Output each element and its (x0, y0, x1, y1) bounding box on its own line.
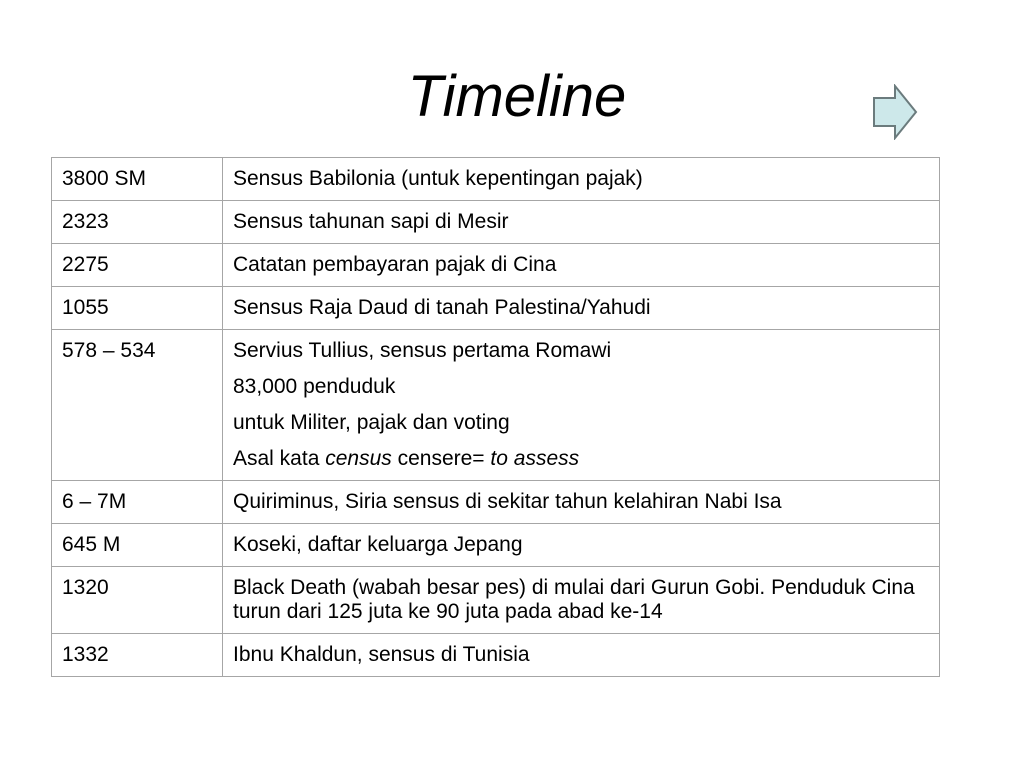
table-row (52, 287, 940, 330)
year-cell: 3800 SM (52, 158, 223, 201)
etymology-line (233, 447, 929, 471)
year-cell: 1332 (52, 634, 223, 677)
description-line: 83,000 penduduk (233, 375, 396, 398)
description-cell: Ibnu Khaldun, sensus di Tunisia (223, 634, 940, 677)
next-slide-button[interactable] (871, 84, 919, 140)
table-row (52, 524, 940, 567)
description-cell: Sensus Raja Daud di tanah Palestina/Yahudi (223, 287, 940, 330)
description-cell: Quiriminus, Siria sensus di sekitar tahun kelahiran Nabi Isa (223, 481, 940, 524)
table-row (52, 634, 940, 677)
description-line: Servius Tullius, sensus pertama Romawi (233, 339, 612, 362)
table-row (52, 481, 940, 524)
description-line: untuk Militer, pajak dan voting (233, 411, 510, 434)
slide-title: Timeline (407, 64, 627, 129)
etymology-prefix: Asal kata (233, 447, 326, 470)
year-cell: 6 – 7M (52, 481, 223, 524)
description-cell: Catatan pembayaran pajak di Cina (223, 244, 940, 287)
table-row (52, 158, 940, 201)
description-cell: Sensus Babilonia (untuk kepentingan pajak) (223, 158, 940, 201)
table-row (52, 201, 940, 244)
description-cell (223, 330, 940, 481)
description-cell: Koseki, daftar keluarga Jepang (223, 524, 940, 567)
timeline-table (51, 157, 940, 677)
right-arrow-icon (871, 84, 919, 140)
year-cell: 578 – 534 (52, 330, 223, 481)
table-row (52, 567, 940, 634)
table-row (52, 244, 940, 287)
description-cell: Black Death (wabah besar pes) di mulai dari Gurun Gobi. Penduduk Cina turun dari 125 juta ke 90 juta pada abad ke-14 (223, 567, 940, 634)
year-cell: 2323 (52, 201, 223, 244)
description-cell: Sensus tahunan sapi di Mesir (223, 201, 940, 244)
table-row (52, 330, 940, 481)
year-cell: 1055 (52, 287, 223, 330)
year-cell: 1320 (52, 567, 223, 634)
year-cell: 645 M (52, 524, 223, 567)
etymology-middle: censere= (391, 447, 491, 470)
year-cell: 2275 (52, 244, 223, 287)
etymology-meaning: to assess (490, 447, 580, 470)
etymology-latin-word: census (325, 447, 392, 470)
